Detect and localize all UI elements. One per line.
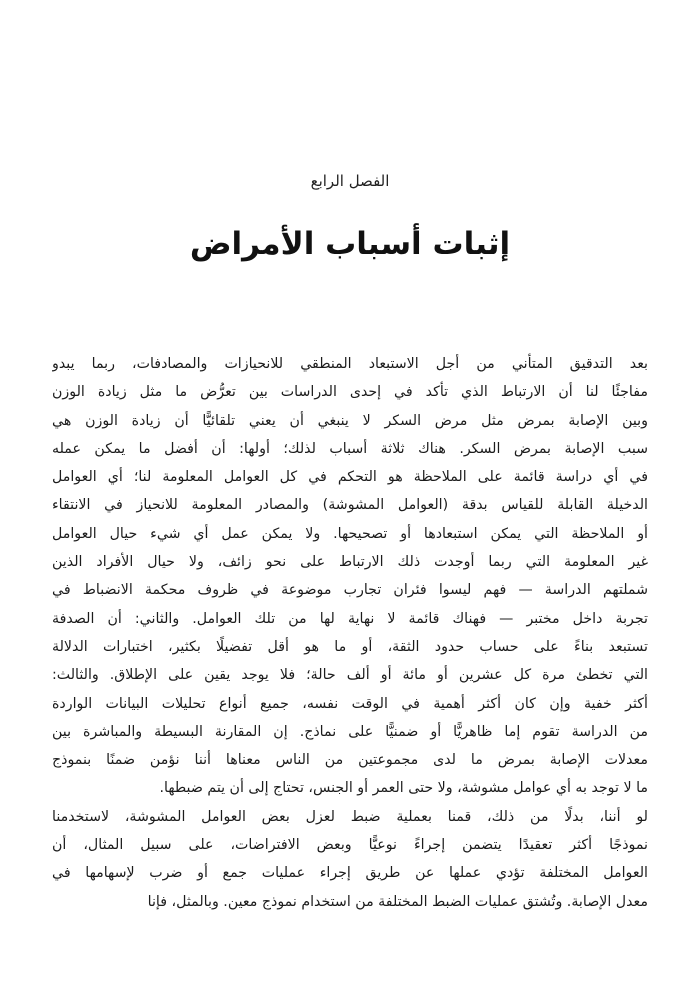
chapter-label: الفصل الرابع xyxy=(310,172,390,190)
text-line: شملتهم الدراسة — فهم ليسوا فئران تجارب موضوعة في ظروف محكمة الانضباط في xyxy=(52,582,648,599)
text-line: في أي دراسة قائمة على الملاحظة هو التحكم في كل العوامل المعلومة لنا؛ أي العوامل xyxy=(52,469,648,486)
body-paragraph xyxy=(52,350,648,916)
text-line: من الدراسة تقوم إما ظاهريًّا أو ضمنيًّا على نماذج. إن المقارنة البسيطة والمباشرة بين xyxy=(52,723,648,740)
text-line: العوامل المختلفة تؤدي عملها عن طريق إجراء عمليات جمع أو ضرب لإسهامها في xyxy=(52,865,648,882)
text-line: معدلات الإصابة بمرض ما لدى مجموعتين من الناس معناها أننا نؤمن ضمنًا بنموذج xyxy=(52,752,648,769)
text-line: أكثر خفية وإن كان أكثر أهمية في الوقت نفسه، جميع أنواع تحليلات البيانات الواردة xyxy=(52,695,648,712)
text-line: لو أننا، بدلًا من ذلك، قمنا بعملية ضبط لعزل بعض العوامل المشوشة، لاستخدمنا xyxy=(52,808,648,825)
text-line: نموذجًا أكثر تعقيدًا يتضمن إجراءً نوعيًّا وبعض الافتراضات، على سبيل المثال، أن xyxy=(52,837,648,854)
text-line: مفاجئًا لنا أن الارتباط الذي تأكد في إحدى الدراسات بين تعرُّض ما مثل زيادة الوزن xyxy=(52,384,648,401)
chapter-title: إثبات أسباب الأمراض xyxy=(189,226,511,262)
text-line: أو الملاحظة التي يمكن استبعادها أو تصحيحها. ولا يمكن عمل أي شيء حيال العوامل xyxy=(52,525,648,542)
text-line: التي تخطئ مرة كل عشرين أو مائة أو ألف حالة؛ فلا يوجد يقين على الإطلاق. والثالث: xyxy=(52,667,648,684)
text-line: غير المعلومة التي ربما أوجدت ذلك الارتباط على نحو زائف، ولا حيال الأفراد الذين xyxy=(52,554,648,571)
text-line: معدل الإصابة. وتُشتق عمليات الضبط المختلفة من استخدام نموذج معين. وبالمثل، فإنا xyxy=(147,893,648,910)
text-line: ما لا توجد به أي عوامل مشوشة، ولا حتى العمر أو الجنس، تحتاج إلى أن يتم ضبطها. xyxy=(159,780,648,797)
text-line: سبب الإصابة بمرض السكر. هناك ثلاثة أسباب لذلك؛ أولها: أن أفضل ما يمكن عمله xyxy=(52,440,648,457)
text-line: الدخيلة القابلة للقياس بدقة (العوامل المشوشة) والمصادر المعلومة للانحياز في الانتقاء xyxy=(52,497,648,514)
text-line: بعد التدقيق المتأني من أجل الاستبعاد المنطقي للانحيازات والمصادفات، ربما يبدو xyxy=(52,356,648,372)
text-line: تجربة داخل مختبر — فهناك قائمة لا نهاية لها من تلك العوامل. والثاني: أن الصدفة xyxy=(52,610,648,627)
text-line: وبين الإصابة بمرض مثل مرض السكر لا ينبغي أن يعني تلقائيًّا أن زيادة الوزن هي xyxy=(52,412,648,429)
text-line: تستبعد بناءً على حساب حدود الثقة، أو ما هو أقل تفضيلًا بكثير، اختبارات الدلالة xyxy=(52,638,648,655)
